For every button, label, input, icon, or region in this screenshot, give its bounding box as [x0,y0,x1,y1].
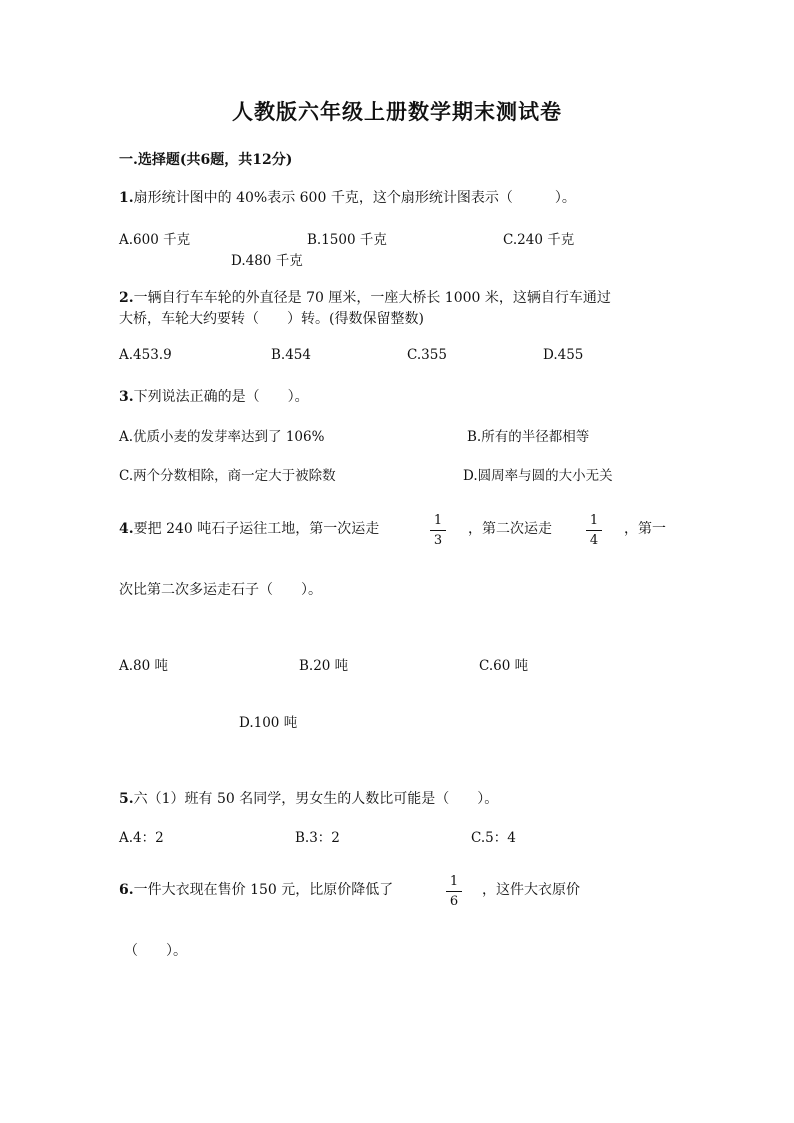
question-number: 4. [119,521,134,537]
question-text: 要把 240 吨石子运往工地，第一次运走 [133,521,380,537]
option-1a: A.600 千克 [119,232,191,248]
question-number: 1. [119,190,134,206]
section-heading: 一.选择题(共6题，共12分) [119,152,293,168]
option-2b: B.454 [271,347,311,363]
option-2c: C.355 [407,347,447,363]
option-5c: C.5：4 [471,830,516,846]
question-6-line-2: （ ）。 [124,943,187,959]
question-number: 6. [119,882,134,898]
option-1c: C.240 千克 [503,232,575,248]
option-4d: D.100 吨 [239,715,298,731]
question-text: 六（1）班有 50 名同学，男女生的人数比可能是（ ）。 [133,791,499,807]
option-5b: B.3：2 [295,830,340,846]
fraction-bar [586,530,602,531]
option-4b: B.20 吨 [299,658,349,674]
question-4-line-2: 次比第二次多运走石子（ ）。 [119,582,322,598]
option-3b: B.所有的半径都相等 [467,429,590,445]
question-2-line-2: 大桥，车轮大约要转（ ）转。(得数保留整数) [119,311,424,327]
question-5 [119,788,498,808]
option-1d: D.480 千克 [231,253,303,269]
question-4-part-1 [119,518,379,538]
question-text: 扇形统计图中的 40%表示 600 千克，这个扇形统计图表示（ ）。 [133,190,576,206]
fraction-denominator: 6 [449,894,459,909]
fraction-numerator: 1 [433,513,443,528]
question-6-part-1 [119,879,393,899]
question-text: 下列说法正确的是（ ）。 [133,389,309,405]
question-text: 一辆自行车车轮的外直径是 70 厘米，一座大桥长 1000 米，这辆自行车通过 [133,290,611,306]
option-4c: C.60 吨 [479,658,529,674]
option-2a: A.453.9 [119,347,172,363]
fraction-denominator: 4 [589,533,599,548]
question-number: 3. [119,389,134,405]
option-1b: B.1500 千克 [307,232,387,248]
option-2d: D.455 [543,347,584,363]
page-title: 人教版六年级上册数学期末测试卷 [232,99,562,124]
fraction-bar [446,891,462,892]
question-6-part-2: ，这件大衣原价 [482,882,580,898]
question-3 [119,386,309,406]
question-text: 一件大衣现在售价 150 元，比原价降低了 [133,882,394,898]
option-4a: A.80 吨 [119,658,169,674]
question-number: 5. [119,791,134,807]
option-5a: A.4：2 [119,830,164,846]
fraction-one-sixth [446,875,462,908]
option-3a: A.优质小麦的发芽率达到了 106% [119,429,325,445]
option-3c: C.两个分数相除，商一定大于被除数 [119,468,336,484]
fraction-denominator: 3 [433,533,443,548]
question-2-line-1 [119,287,611,307]
option-3d: D.圆周率与圆的大小无关 [463,468,613,484]
fraction-numerator: 1 [589,513,599,528]
fraction-bar [430,530,446,531]
question-4-part-2: ，第二次运走 [468,521,552,537]
question-number: 2. [119,290,134,306]
question-4-part-3: ，第一 [624,521,666,537]
fraction-one-quarter [586,514,602,547]
question-1 [119,187,576,207]
fraction-numerator: 1 [449,874,459,889]
fraction-one-third [430,514,446,547]
